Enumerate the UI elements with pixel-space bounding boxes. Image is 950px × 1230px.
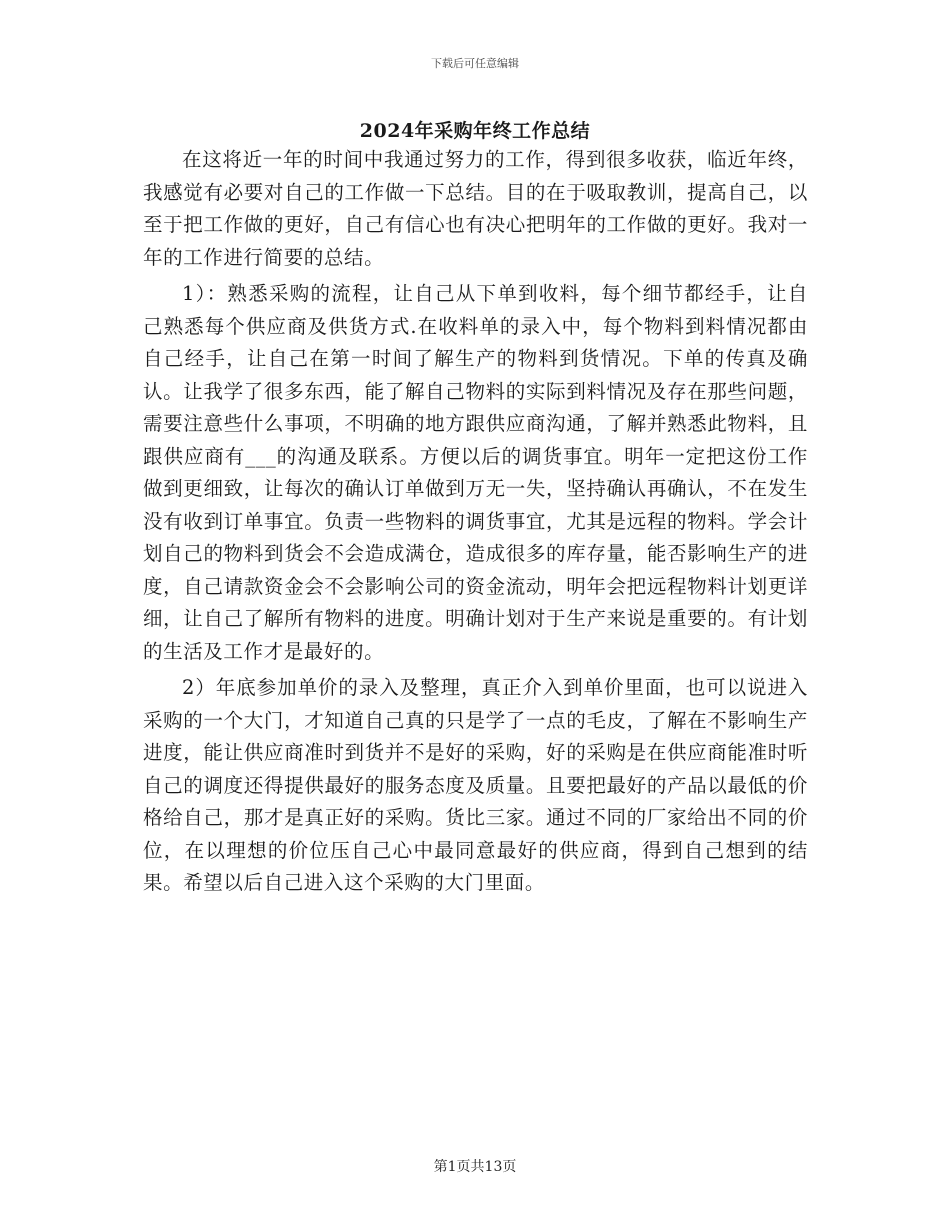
page-number-footer: 第1页共13页 [433, 1159, 517, 1175]
section-2-paragraph: 2）年底参加单价的录入及整理，真正介入到单价里面，也可以说进入采购的一个大门，才知道自己真的只是学了一点的毛皮，了解在不影响生产进度，能让供应商准时到货并不是好的采购，好的采购是在供应商能准时听自己的调度还得提供最好的服务态度及质量。且要把最好的产品以最低的价格给自己，那才是真正好的采购。货比三家。通过不同的厂家给出不同的价位，在以理想的价位压自己心中最同意最好的供应商，得到自己想到的结果。希望以后自己进入这个采购的大门里面。 [143, 676, 808, 894]
section-1-paragraph: 1）：熟悉采购的流程，让自己从下单到收料，每个细节都经手，让自己熟悉每个供应商及供货方式.在收料单的录入中，每个物料到料情况都由自己经手，让自己在第一时间了解生产的物料到货情况。下单的传真及确认。让我学了很多东西，能了解自己物料的实际到料情况及存在那些问题，需要注意些什么事项，不明确的地方跟供应商沟通，了解并熟悉此物料，且跟供应商有___的沟通及联系。方便以后的调货事宜。明年一定把这份工作做到更细致，让每次的确认订单做到万无一失，坚持确认再确认，不在发生没有收到订单事宜。负责一些物料的调货事宜，尤其是远程的物料。学会计划自己的物料到货会不会造成满仓，造成很多的库存量，能否影响生产的进度，自己请款资金会不会影响公司的资金流动，明年会把远程物料计划更详细，让自己了解所有物料的进度。明确计划对于生产来说是重要的。有计划的生活及工作才是最好的。 [143, 282, 808, 663]
document-body [143, 144, 808, 904]
header-note: 下载后可任意编辑 [431, 57, 519, 70]
document-title: 2024年采购年终工作总结 [359, 120, 591, 142]
intro-paragraph: 在这将近一年的时间中我通过努力的工作，得到很多收获，临近年终，我感觉有必要对自己的工作做一下总结。目的在于吸取教训，提高自己，以至于把工作做的更好，自己有信心也有决心把明年的工作做的更好。我对一年的工作进行简要的总结。 [143, 148, 808, 269]
